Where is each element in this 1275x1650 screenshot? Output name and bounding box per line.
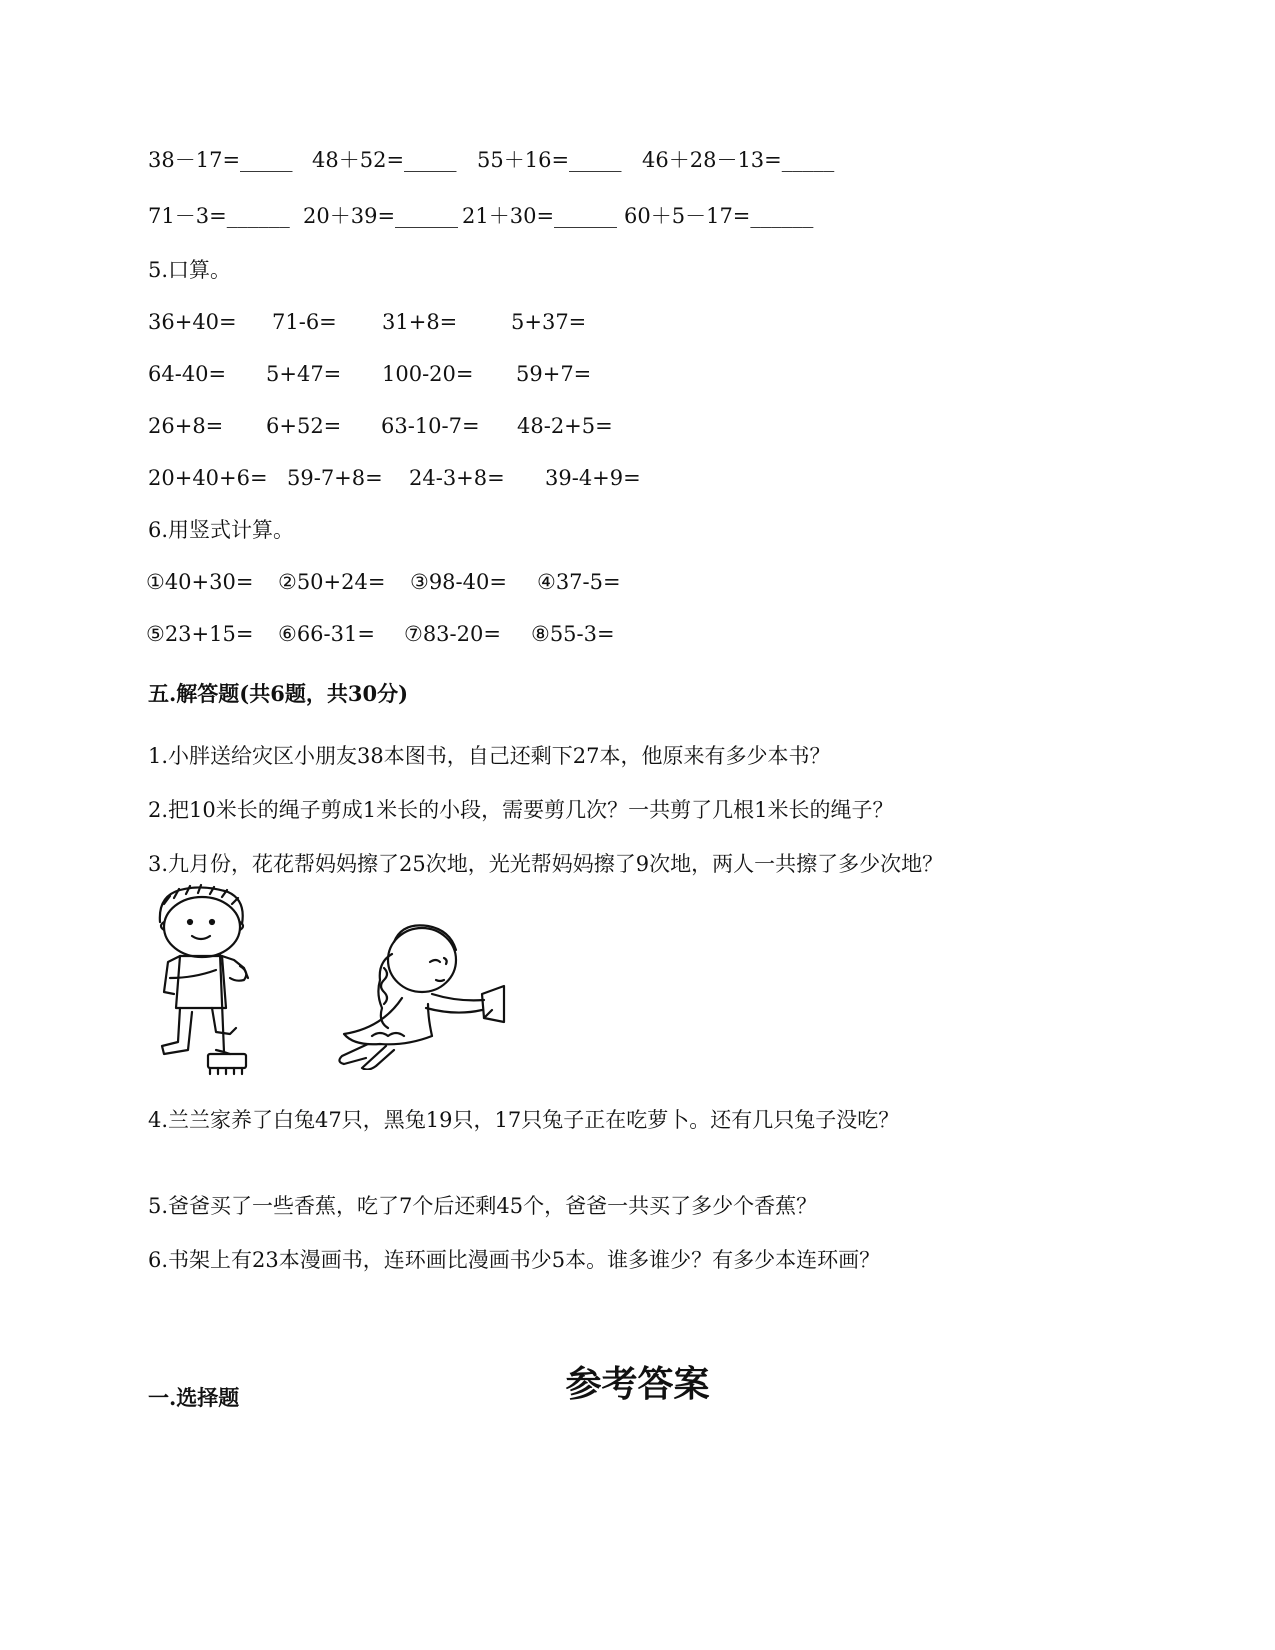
expression: 71－3=	[148, 204, 227, 228]
word-problem: 6.书架上有23本漫画书，连环画比漫画书少5本。谁多谁少？有多少本连环画？	[148, 1248, 881, 1272]
word-problem: 2.把10米长的绳子剪成1米长的小段，需要剪几次？一共剪了几根1米长的绳子？	[148, 798, 894, 822]
vertical-calc-item: ④37-5=	[537, 570, 621, 594]
fill-item	[477, 146, 622, 174]
answer-blank: ______	[226, 204, 290, 228]
oral-calc-item: 59-7+8=	[287, 466, 383, 490]
fill-item	[148, 146, 293, 174]
fill-item	[462, 202, 617, 230]
oral-calc-item: 71-6=	[272, 310, 337, 334]
oral-calc-item: 5+47=	[266, 362, 342, 386]
word-problem: 4.兰兰家养了白兔47只，黑兔19只，17只兔子正在吃萝卜。还有几只兔子没吃？	[148, 1108, 900, 1132]
oral-calc-item: 100-20=	[382, 362, 474, 386]
expression: 20＋39=	[303, 204, 396, 228]
expression: 60＋5－17=	[624, 204, 751, 228]
answer-blank: ______	[395, 204, 459, 228]
boy-mopping-illustration	[150, 882, 260, 1077]
oral-calc-item: 31+8=	[382, 310, 458, 334]
oral-calc-item: 59+7=	[516, 362, 592, 386]
fill-item	[624, 202, 813, 230]
fill-item	[303, 202, 458, 230]
expression: 46＋28－13=	[642, 148, 782, 172]
question-5-title: 5.口算。	[148, 258, 232, 282]
fill-item	[312, 146, 457, 174]
word-problem: 3.九月份，花花帮妈妈擦了25次地，光光帮妈妈擦了9次地，两人一共擦了多少次地？	[148, 852, 944, 876]
question-6-title: 6.用竖式计算。	[148, 518, 295, 542]
expression: 21＋30=	[462, 204, 555, 228]
girl-wiping-illustration	[332, 918, 510, 1070]
answer-blank: ______	[750, 204, 814, 228]
word-problem: 1.小胖送给灾区小朋友38本图书，自己还剩下27本，他原来有多少本书？	[148, 744, 831, 768]
vertical-calc-item: ②50+24=	[278, 570, 386, 594]
vertical-calc-item: ⑧55-3=	[531, 622, 615, 646]
answer-blank: _____	[404, 148, 457, 172]
expression: 48＋52=	[312, 148, 405, 172]
vertical-calc-item: ③98-40=	[410, 570, 507, 594]
expression: 38－17=	[148, 148, 241, 172]
answer-blank: _____	[781, 148, 835, 172]
oral-calc-item: 20+40+6=	[148, 466, 268, 490]
oral-calc-item: 39-4+9=	[545, 466, 641, 490]
vertical-calc-item: ①40+30=	[146, 570, 254, 594]
answer-key-title: 参考答案	[565, 1363, 710, 1405]
fill-item	[148, 202, 290, 230]
oral-calc-item: 5+37=	[511, 310, 587, 334]
section-heading: 五.解答题(共6题，共30分)	[148, 681, 409, 706]
word-problem: 5.爸爸买了一些香蕉，吃了7个后还剩45个，爸爸一共买了多少个香蕉？	[148, 1194, 818, 1218]
oral-calc-item: 6+52=	[266, 414, 342, 438]
vertical-calc-item: ⑤23+15=	[146, 622, 254, 646]
oral-calc-item: 26+8=	[148, 414, 224, 438]
fill-item	[642, 146, 834, 174]
vertical-calc-item: ⑦83-20=	[404, 622, 501, 646]
answer-blank: ______	[554, 204, 618, 228]
answer-blank: _____	[240, 148, 293, 172]
expression: 55＋16=	[477, 148, 570, 172]
oral-calc-item: 24-3+8=	[409, 466, 505, 490]
answer-section-heading: 一.选择题	[148, 1385, 240, 1410]
oral-calc-item: 64-40=	[148, 362, 227, 386]
vertical-calc-item: ⑥66-31=	[278, 622, 375, 646]
oral-calc-item: 36+40=	[148, 310, 237, 334]
oral-calc-item: 48-2+5=	[517, 414, 613, 438]
answer-blank: _____	[569, 148, 622, 172]
oral-calc-item: 63-10-7=	[381, 414, 480, 438]
